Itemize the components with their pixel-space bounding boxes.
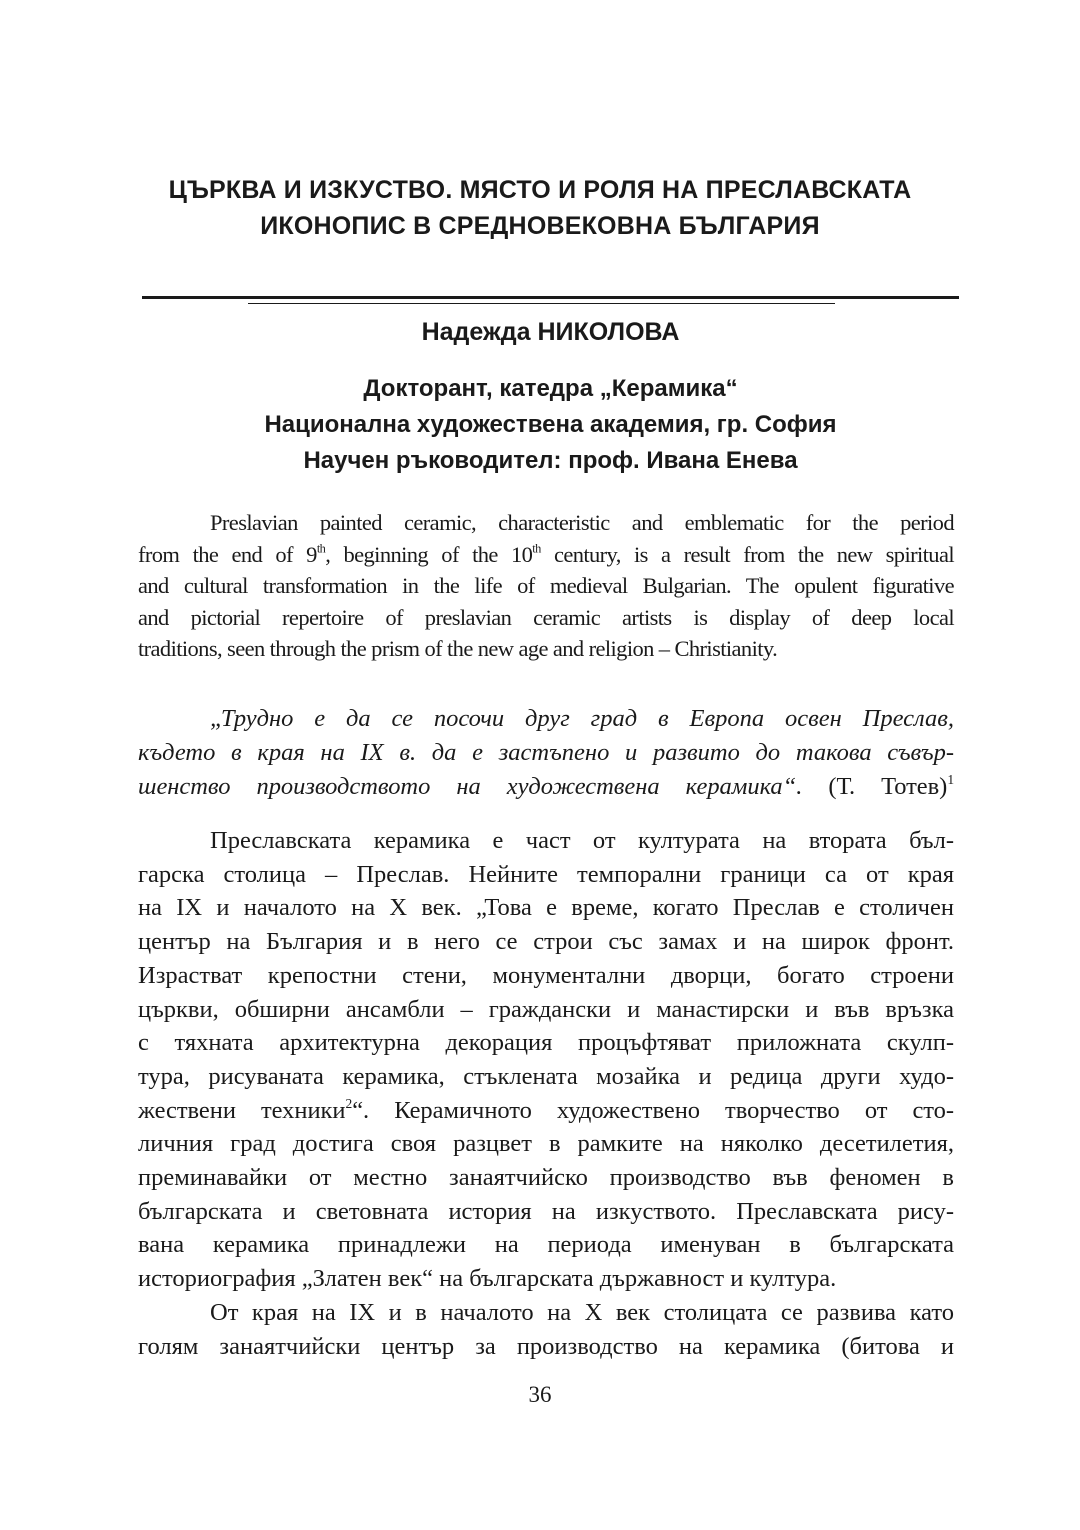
abstract-paragraph bbox=[138, 507, 954, 665]
abstract-line: and cultural transformation in the life of medieval Bulgarian. The opulent figurative bbox=[138, 573, 954, 598]
body-line: преминавайки от местно занаятчийско производство във феномен в bbox=[138, 1164, 954, 1192]
body-line: на IX и началото на X век. „Това е време, когато Преслав е столичен bbox=[138, 894, 954, 922]
body-line: Израстват крепостни стени, монументални дворци, богато строени bbox=[138, 961, 954, 989]
body-line: с тяхната архитектурна декорация процъфтяват приложната скулп- bbox=[138, 1029, 954, 1057]
footnote-ref-1: 1 bbox=[947, 771, 955, 787]
author-name: Надежда НИКОЛОВА bbox=[421, 318, 680, 346]
superscript: th bbox=[316, 541, 326, 556]
title-divider-thin bbox=[248, 303, 835, 304]
affiliation-supervisor: Научен ръководител: проф. Ивана Енева bbox=[303, 447, 798, 474]
body-line: гарска столица – Преслав. Нейните темпорални граници са от края bbox=[138, 860, 954, 888]
quote-source: (Т. Тотев) bbox=[802, 773, 948, 800]
footnote-ref-2: 2 bbox=[345, 1095, 353, 1111]
superscript: th bbox=[532, 541, 541, 556]
title-divider-thick bbox=[142, 296, 959, 299]
epigraph-quote bbox=[138, 702, 954, 804]
body-line: личния град достига своя разцвет в рамките на няколко десетилетия, bbox=[138, 1130, 954, 1158]
affiliation-position: Докторант, катедра „Керамика“ bbox=[363, 375, 738, 402]
body-line: Преславската керамика е част от културата на втората бъл- bbox=[210, 827, 954, 854]
article-title-line-2: ИКОНОПИС В СРЕДНОВЕКОВНА БЪЛГАРИЯ bbox=[260, 212, 820, 240]
body-line: жествени техники$^2$“. Керамичното художествено творчество от сто- bbox=[138, 1095, 954, 1124]
body-line: голям занаятчийски център за производство на керамика (битова и bbox=[138, 1332, 954, 1360]
quote-line: „Трудно е да се посочи друг град в Европа освен Преслав, bbox=[210, 705, 954, 732]
article-title-line-1: ЦЪРКВА И ИЗКУСТВО. МЯСТО И РОЛЯ НА ПРЕСЛАВСКАТА bbox=[168, 176, 912, 204]
quote-line: където в края на IX в. да е застъпено и развито до такова съвър- bbox=[138, 739, 954, 766]
author-affiliation bbox=[142, 371, 959, 479]
abstract-line: and pictorial repertoire of preslavian ceramic artists is display of deep local bbox=[138, 604, 954, 630]
body-line: От края на IX и в началото на X век столицата се развива като bbox=[210, 1298, 954, 1326]
page-number: 36 bbox=[528, 1382, 552, 1407]
abstract-line: from the end of 9th, beginning of the 10th century, is a result from the new spiritual bbox=[138, 541, 954, 567]
body-line: църкви, обширни ансамбли – граждански и манастирски и във връзка bbox=[138, 995, 954, 1023]
affiliation-institution: Национална художествена академия, гр. София bbox=[264, 411, 837, 438]
abstract-line: Preslavian painted ceramic, characteristic and emblematic for the period bbox=[210, 510, 954, 535]
article-title bbox=[120, 172, 960, 244]
body-line: тура, рисуваната керамика, стъклената мозайка и редица други худо- bbox=[138, 1062, 954, 1090]
body-text bbox=[138, 824, 954, 1363]
body-line: българската и световната история на изкуството. Преславската рису- bbox=[138, 1197, 954, 1225]
abstract-line: traditions, seen through the prism of the new age and religion – Christianity. bbox=[138, 636, 778, 661]
body-line: център на България и в него се строи със замах и на широк фронт. bbox=[138, 928, 954, 956]
body-line: историография „Златен век“ на българската държавност и култура. bbox=[138, 1265, 837, 1293]
body-line: вана керамика принадлежи на периода именуван в българската bbox=[138, 1231, 954, 1259]
quote-line: шенство производството на художествена керамика“. (Т. Тотев)$^1$ bbox=[138, 771, 955, 800]
